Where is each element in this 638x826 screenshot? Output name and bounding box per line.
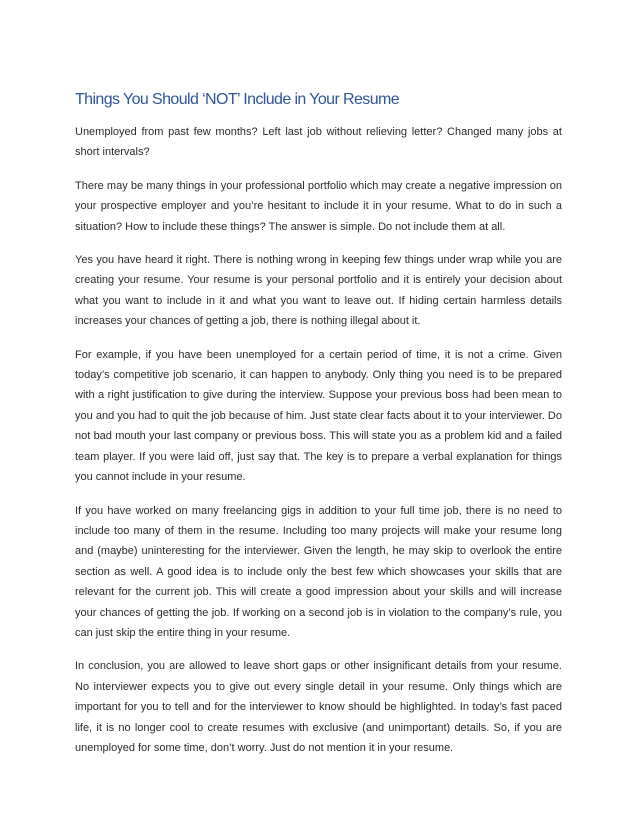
paragraph-under-wrap: Yes you have heard it right. There is nothing wrong in keeping few things under wrap while you are creating your resume. Your resume is your personal portfolio and it is entirely your decision about what you want to include in it and what you want to leave out. If hiding certain harmless details increases your chances of getting a job, there is nothing illegal about it. bbox=[75, 254, 562, 328]
paragraph-negative-impression: There may be many things in your professional portfolio which may create a negative impression on your prospective employer and you’re hesitant to include it in your resume. What to do in such a situation? How to include these things? The answer is simple. Do not include them at all. bbox=[75, 179, 562, 233]
paragraph-conclusion: In conclusion, you are allowed to leave short gaps or other insignificant details from your resume. No interviewer expects you to give out every single detail in your resume. Only things which are important for you to tell and for the interviewer to know should be highlighted. In today’s fast paced life, it is no longer cool to create resumes with exclusive (and unimportant) details. So, if you are unemployed for some time, don’t worry. Just do not mention it in your resume. bbox=[75, 660, 562, 754]
paragraph-unemployment-example: For example, if you have been unemployed for a certain period of time, it is not a crime. Given today’s competitive job scenario, it can happen to anybody. Only thing you need is to be prepared with a right justification to give during the interview. Suppose your previous boss had been mean to you and you had to quit the job because of him. Just state clear facts about it to your interviewer. Do not bad mouth your last company or previous boss. This will state you as a problem kid and a failed team player. If you were laid off, just say that. The key is to prepare a verbal explanation for things you cannot include in your resume. bbox=[75, 348, 562, 484]
paragraph-freelancing-gigs: If you have worked on many freelancing gigs in addition to your full time job, there is no need to include too many of them in the resume. Including too many projects will make your resume long and (maybe) uninteresting for the interviewer. Given the length, he may skip to overlook the entire section as well. A good idea is to include only the best few which showcases your skills that are relevant for the current job. This will create a good impression about your skills and will increase your chances of getting the job. If working on a second job is in violation to the company’s rule, you can just skip the entire thing in your resume. bbox=[75, 504, 562, 639]
document-title: Things You Should ‘NOT’ Include in Your Resume bbox=[75, 91, 400, 108]
paragraph-intro-questions: Unemployed from past few months? Left last job without relieving letter? Changed many jobs at short intervals? bbox=[75, 126, 562, 159]
document-body bbox=[75, 90, 562, 771]
